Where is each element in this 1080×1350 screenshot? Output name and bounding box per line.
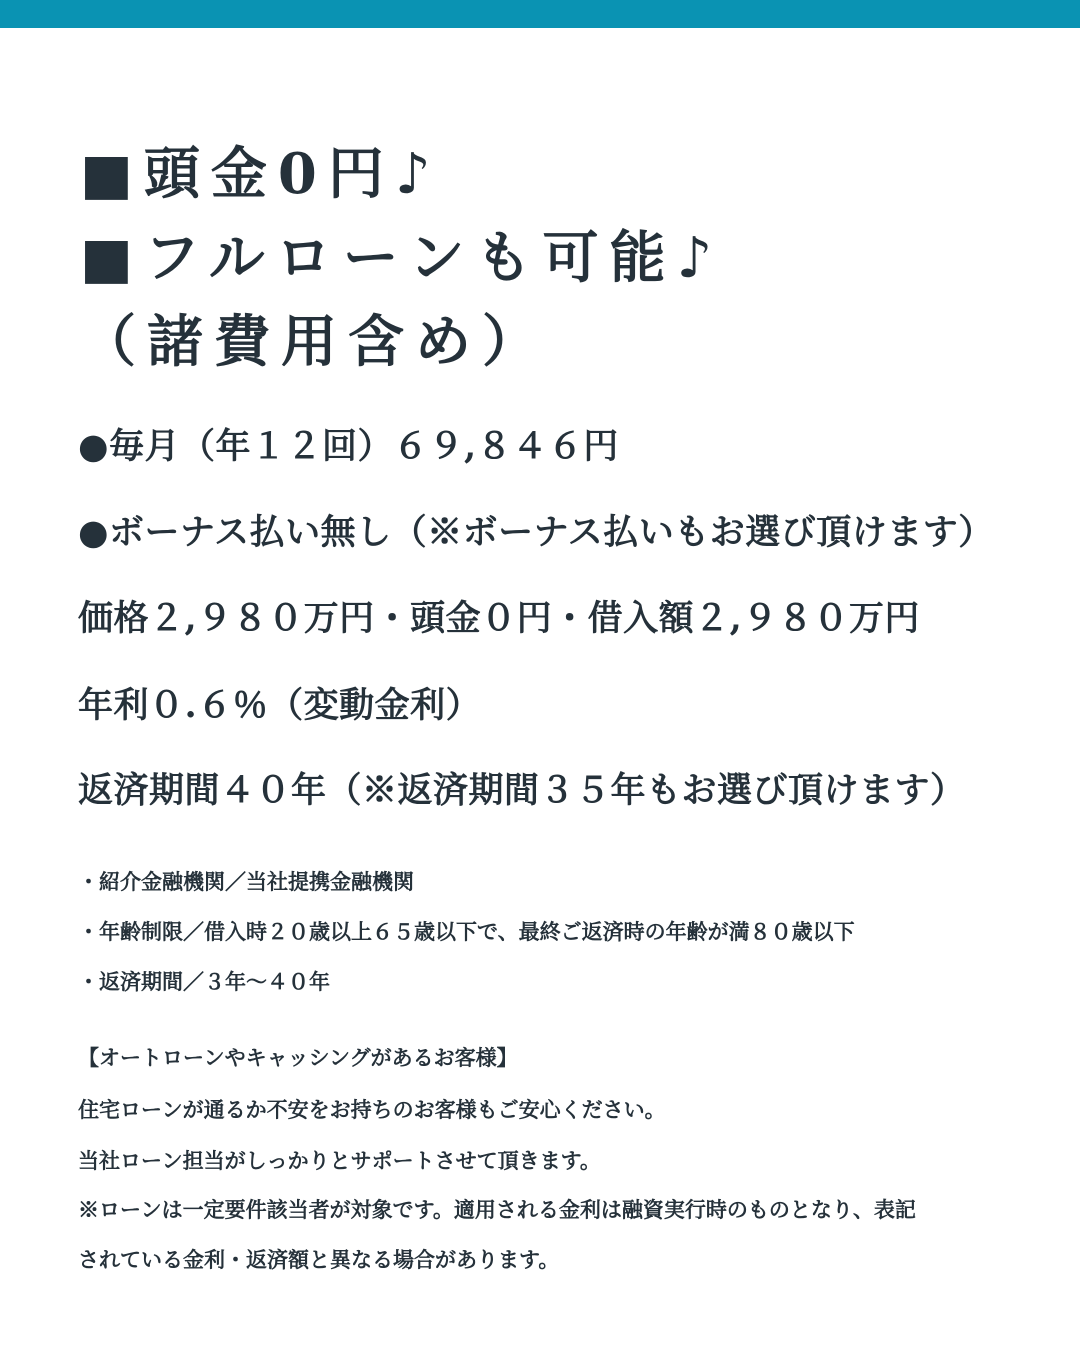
notes-line-1: 住宅ローンが通るか不安をお持ちのお客様もご安心ください。 xyxy=(78,1097,666,1122)
condition-lender: ・紹介金融機関／当社提携金融機関 xyxy=(78,869,414,894)
notes-heading: 【オートローンやキャッシングがあるお客様】 xyxy=(78,1045,518,1070)
top-accent-bar xyxy=(0,0,1080,28)
notes-line-4: されている金利・返済額と異なる場合があります。 xyxy=(78,1247,560,1272)
headline xyxy=(80,132,723,384)
headline-line-down-payment: ■頭金0円♪ xyxy=(80,141,442,207)
headline-line-fees-included: （諸費用含め） xyxy=(80,309,549,375)
repayment-term: 返済期間４０年（※返済期間３５年もお選び頂けます） xyxy=(78,770,966,811)
bonus-payment: ●ボーナス払い無し（※ボーナス払いもお選び頂けます） xyxy=(78,512,994,553)
notes-line-2: 当社ローン担当がしっかりとサポートさせて頂きます。 xyxy=(78,1148,601,1173)
headline-line-full-loan: ■フルローンも可能♪ xyxy=(80,225,724,291)
interest-rate: 年利０.６％（変動金利） xyxy=(78,685,482,726)
condition-repayment-period: ・返済期間／３年～４０年 xyxy=(78,969,330,994)
condition-age-limit: ・年齢制限／借入時２０歳以上６５歳以下で、最終ご返済時の年齢が満８０歳以下 xyxy=(78,919,855,944)
price-loan-amount: 価格２,９８０万円・頭金０円・借入額２,９８０万円 xyxy=(78,598,920,639)
notes-line-3: ※ローンは一定要件該当者が対象です。適用される金利は融資実行時のものとなり、表記 xyxy=(78,1197,916,1222)
monthly-payment: ●毎月（年１２回）６９,８４６円 xyxy=(78,426,619,467)
